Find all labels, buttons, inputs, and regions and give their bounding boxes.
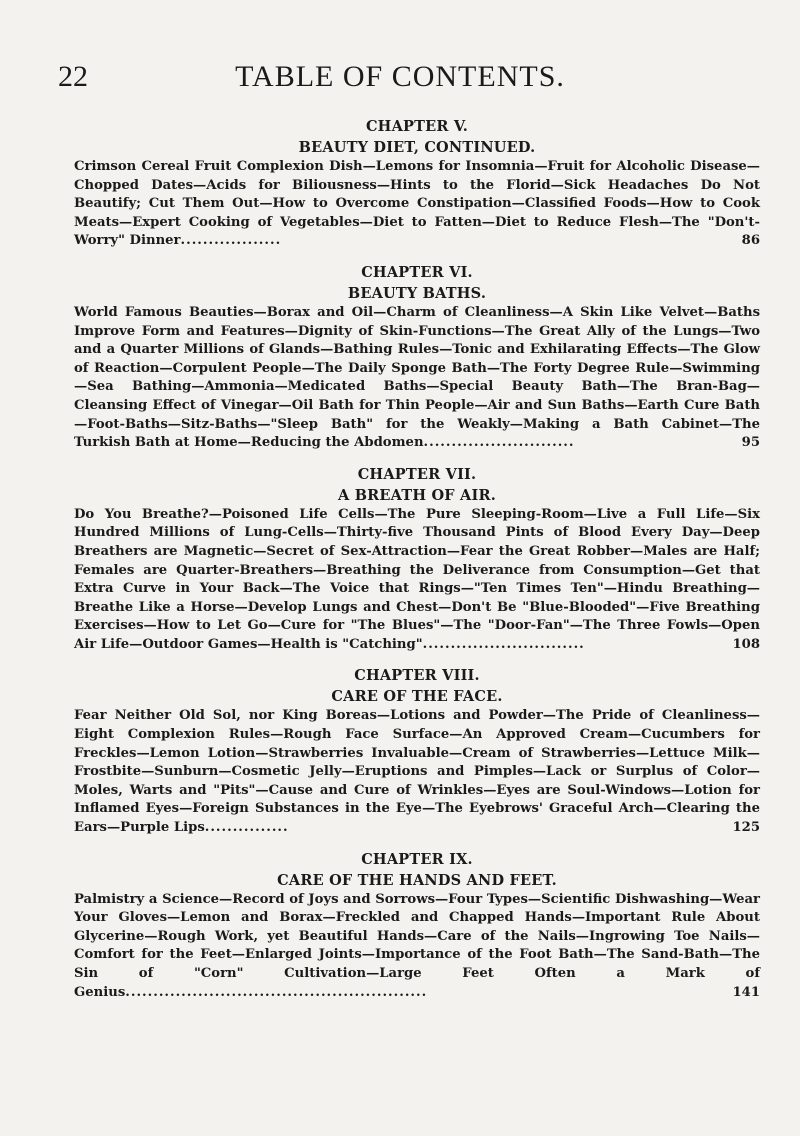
- chapter-summary: [74, 304, 760, 453]
- chapter-number: CHAPTER VI.: [361, 263, 473, 281]
- chapter-5: [74, 116, 760, 251]
- chapter-6: [74, 262, 760, 453]
- chapter-number: CHAPTER V.: [365, 118, 469, 135]
- chapter-number: CHAPTER IX.: [361, 850, 473, 868]
- chapter-topics: Fear Neither Old Sol, nor King Boreas—Lotions and Powder—The Pride of Cleanliness—Eight Complexion Rules—Rough Face Surface—An Approved Cream—Cucumbers for Freckles—Lemon Lotion—Strawberries Invaluable—Cream of Strawberries—Lettuce Milk—Frostbite—Sunburn—Cosmetic Jelly—Eruptions and Pimples—Lack or Surplus of Color—Moles, Warts and "Pits"—Cause and Cure of Wrinkles—Eyes are Soul-Windows—Lotion for Inflamed Eyes—Foreign Substances in the Eye—The Eyebrows' Graceful Arch—Clearing the Ears—Purple Lips: [74, 708, 760, 836]
- leader-dots: ..................: [180, 233, 282, 249]
- leader-dots: ......................................................: [125, 984, 428, 1000]
- chapter-topics: World Famous Beauties—Borax and Oil—Charm of Cleanliness—A Skin Like Velvet—Baths Improve Form and Features—Dignity of Skin-Functions—The Great Ally of the Lungs—Two and a Quarter Millions of Glands—Bathing Rules—Tonic and Exhilarating Effects—The Glow of Reaction—Corpulent People—The Daily Sponge Bath—The Forty Degree Rule—Swimming—Sea Bathing—Ammonia—Medicated Baths—Special Beauty Bath—The Bran-Bag—Cleansing Effect of Vinegar—Oil Bath for Thin People—Air and Sun Baths—Earth Cure Bath—Foot-Baths—Sitz-Baths—"Sleep Bath" for the Weakly—Making a Bath Cabinet—The Turkish Bath at Home—Reducing the Abdomen: [74, 304, 760, 451]
- page-number: 22: [58, 60, 88, 93]
- leader-dots: ...........................: [423, 435, 575, 451]
- chapter-summary: [74, 891, 760, 1003]
- chapter-8: [74, 665, 760, 837]
- chapter-title: CARE OF THE HANDS AND FEET.: [277, 871, 557, 889]
- chapter-summary: [74, 707, 760, 837]
- chapter-page: 108: [732, 636, 760, 652]
- chapter-title: CARE OF THE FACE.: [331, 688, 503, 706]
- chapter-summary: [74, 158, 760, 251]
- leader-dots: .............................: [422, 636, 585, 652]
- chapter-number: CHAPTER VII.: [357, 465, 477, 483]
- chapter-page: 141: [732, 984, 760, 1000]
- toc-content: [74, 116, 760, 1013]
- chapter-topics: Do You Breathe?—Poisoned Life Cells—The Pure Sleeping-Room—Live a Full Life—Six Hundred Millions of Lung-Cells—Thirty-five Thousand Pints of Blood Every Day—Deep Breathers are Magnetic—Secret of Sex-Attraction—Fear the Great Robber—Males are Half; Females are Quarter-Breathers—Breathing the Deliverance from Consumption—Get that Extra Curve in Your Back—The Voice that Rings—"Ten Times Ten"—Hindu Breathing—Breathe Like a Horse—Develop Lungs and Chest—Don't Be "Blue-Blooded"—Five Breathing Exercises—How to Let Go—Cure for "The Blues"—The "Door-Fan"—The Three Fowls—Open Air Life—Outdoor Games—Health is "Catching": [74, 506, 760, 652]
- chapter-page: 95: [741, 435, 760, 451]
- chapter-summary: [74, 506, 760, 655]
- chapter-topics: Crimson Cereal Fruit Complexion Dish—Lemons for Insomnia—Fruit for Alcoholic Disease—Chopped Dates—Acids for Biliousness—Hints to the Florid—Sick Headaches Do Not Beautify; Cut Them Out—How to Overcome Constipation—Classified Foods—How to Cook Meats—Expert Cooking of Vegetables—Diet to Fatten—Diet to Reduce Flesh—The "Don't-Worry" Dinner: [74, 159, 760, 249]
- page-title: TABLE OF CONTENTS.: [235, 60, 565, 93]
- chapter-number: CHAPTER VIII.: [354, 667, 480, 685]
- chapter-9: [74, 849, 760, 1003]
- chapter-page: 125: [732, 820, 760, 836]
- page-header: [58, 60, 742, 110]
- chapter-title: A BREATH OF AIR.: [338, 486, 496, 504]
- chapter-page: 86: [741, 233, 760, 249]
- chapter-title: BEAUTY BATHS.: [347, 284, 487, 302]
- leader-dots: ...............: [204, 820, 289, 836]
- chapter-7: [74, 464, 760, 655]
- chapter-topics: Palmistry a Science—Record of Joys and Sorrows—Four Types—Scientific Dishwashing—Wear Your Gloves—Lemon and Borax—Freckled and Chapped Hands—Important Rule About Glycerine—Rough Work, yet Beautiful Hands—Care of the Nails—Ingrowing Toe Nails—Comfort for the Feet—Enlarged Joints—Importance of the Foot Bath—The Sand-Bath—The Sin of "Corn" Cultivation—Large Feet Often a Mark of Genius: [74, 891, 760, 1000]
- chapter-title: BEAUTY DIET, CONTINUED.: [298, 139, 536, 156]
